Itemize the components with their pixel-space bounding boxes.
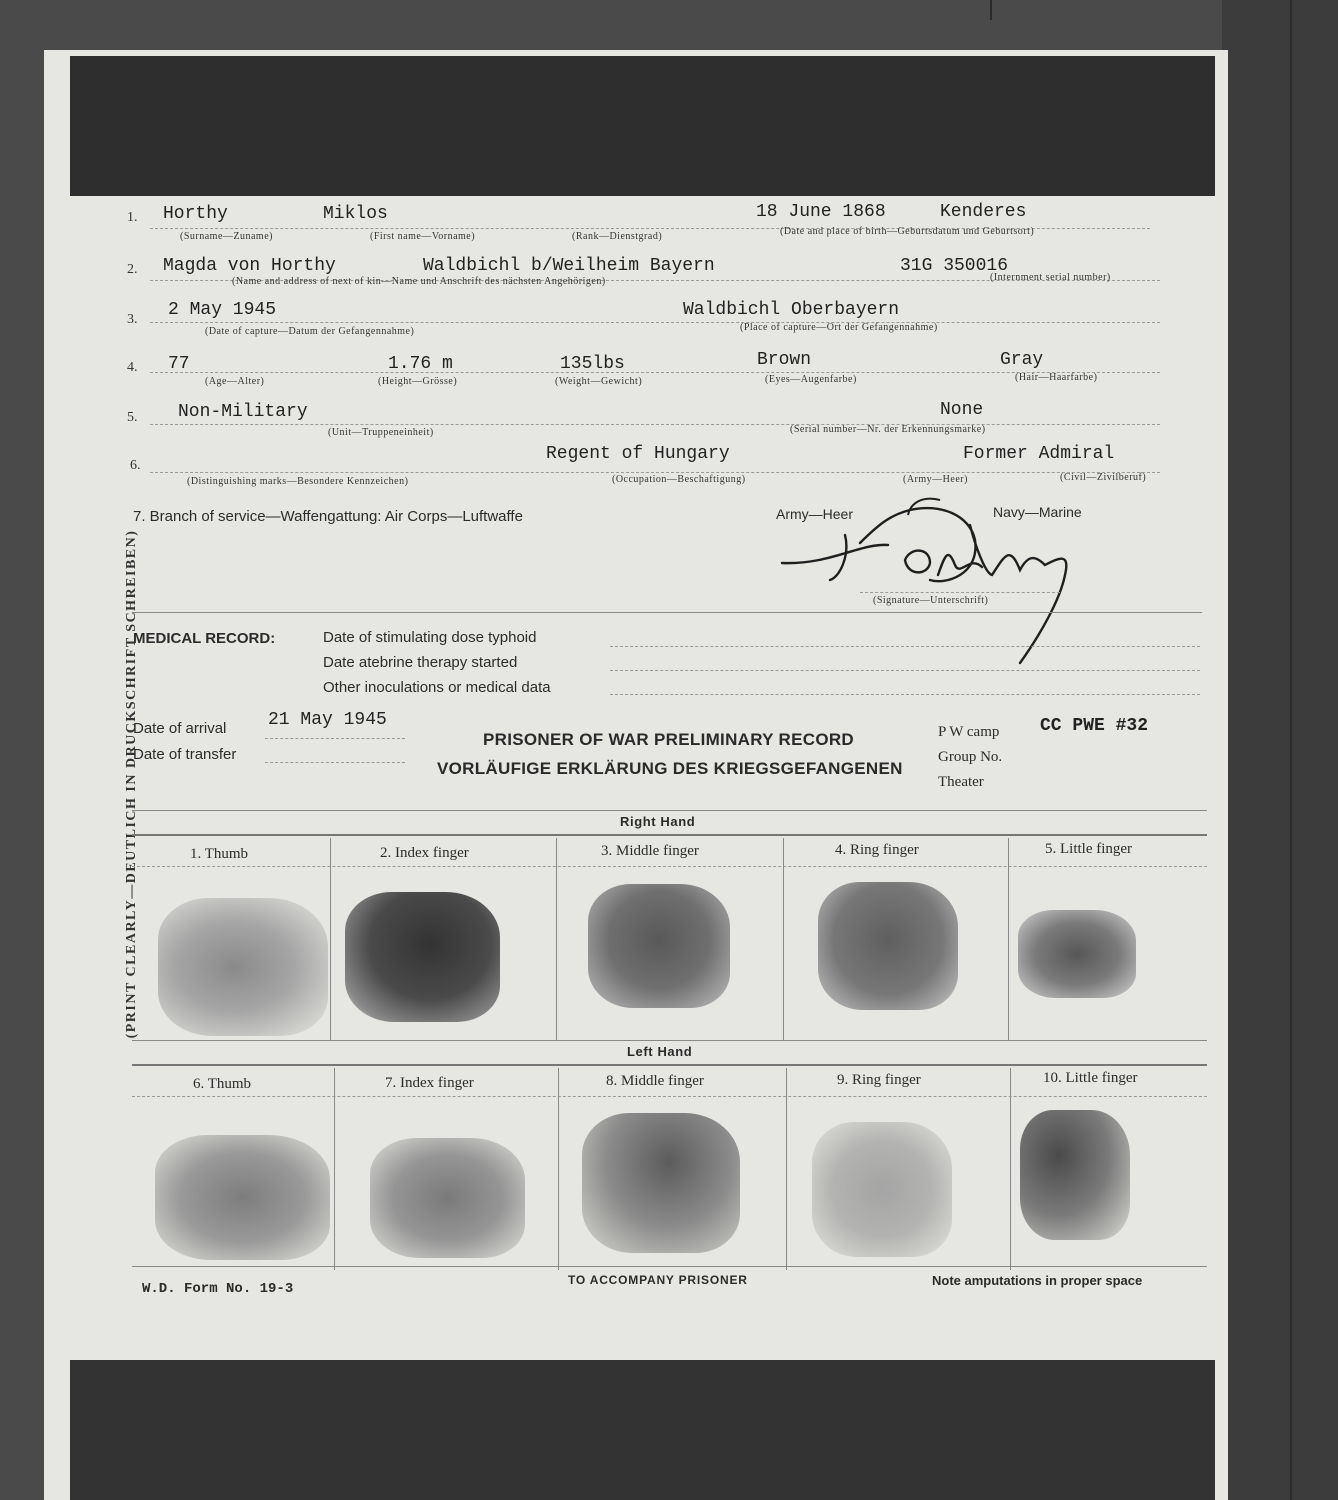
eyes-value: Brown (757, 350, 812, 370)
left-finger-7: 7. Index finger (385, 1075, 474, 1091)
medical-divider (132, 612, 1202, 613)
right-divider-3 (783, 838, 784, 1040)
row-3-number: 3. (127, 312, 138, 327)
date-of-transfer-label: Date of transfer (133, 746, 237, 763)
next-of-kin-caption: (Name and address of next of kin—Name und Anschrift des nächsten Angehörigen) (232, 276, 606, 287)
date-of-arrival-value: 21 May 1945 (268, 710, 387, 730)
right-divider-2 (556, 838, 557, 1040)
arrival-line (265, 738, 405, 739)
transfer-line (265, 762, 405, 763)
weight-caption: (Weight—Gewicht) (555, 376, 643, 387)
birth-place-value: Kenderes (940, 202, 1027, 222)
scan-background-right (1222, 0, 1338, 1500)
bottom-dark-band (70, 1360, 1215, 1500)
army-option: Army—Heer (776, 506, 854, 522)
row-4-number: 4. (127, 360, 138, 375)
hair-caption: (Hair—Haarfarbe) (1015, 372, 1098, 383)
surname-caption: (Surname—Zuname) (180, 231, 273, 242)
internment-serial-value: 31G 350016 (900, 256, 1009, 276)
right-little-print (1018, 910, 1136, 998)
medical-line-3: Other inoculations or medical data (323, 679, 551, 696)
row-1-number: 1. (127, 210, 138, 225)
right-hand-label: Right Hand (620, 814, 696, 829)
serial-number-caption: (Serial number—Nr. der Erkennungsmarke) (790, 424, 986, 435)
grid-bottom-rule (132, 1266, 1207, 1267)
branch-of-service: 7. Branch of service—Waffengattung: Air Corps—Luftwaffe (133, 508, 523, 525)
row-6-line (150, 472, 1160, 473)
capture-place-caption: (Place of capture—Ort der Gefangennahme) (740, 322, 938, 333)
row-4-line (150, 372, 1160, 373)
row-5-line (150, 424, 1160, 425)
civil-caption: (Civil—Zivilberuf) (1060, 472, 1147, 483)
amputations-note: Note amputations in proper space (932, 1273, 1143, 1288)
first-name-value: Miklos (323, 204, 388, 224)
left-hand-caption-rule (132, 1096, 1207, 1097)
right-finger-4: 4. Ring finger (835, 842, 919, 858)
capture-date-caption: (Date of capture—Datum der Gefangennahme) (205, 326, 415, 337)
birth-date-value: 18 June 1868 (756, 202, 886, 222)
right-hand-caption-rule (132, 866, 1207, 867)
accompany-prisoner: TO ACCOMPANY PRISONER (568, 1273, 748, 1287)
theater-label: Theater (938, 774, 984, 790)
height-value: 1.76 m (388, 354, 453, 374)
rank-caption: (Rank—Dienstgrad) (572, 231, 663, 242)
army-caption: (Army—Heer) (903, 474, 968, 485)
age-caption: (Age—Alter) (205, 376, 265, 387)
form-title-english: PRISONER OF WAR PRELIMINARY RECORD (483, 730, 855, 749)
left-divider-2 (558, 1068, 559, 1270)
right-finger-1: 1. Thumb (190, 846, 249, 862)
right-finger-2: 2. Index finger (380, 845, 469, 861)
eyes-caption: (Eyes—Augenfarbe) (765, 374, 857, 385)
row-6-number: 6. (130, 458, 141, 473)
left-divider-4 (1010, 1068, 1011, 1270)
row-5-number: 5. (127, 410, 138, 425)
birth-caption: (Date and place of birth—Geburtsdatum und Geburtsort) (780, 226, 1035, 237)
form-number: W.D. Form No. 19-3 (142, 1281, 294, 1297)
date-of-arrival-label: Date of arrival (133, 720, 227, 737)
right-ring-print (818, 882, 958, 1010)
distinguishing-marks-caption: (Distinguishing marks—Besondere Kennzeichen) (187, 476, 409, 487)
left-hand-header-rule (132, 1064, 1207, 1066)
pw-camp-value: CC PWE #32 (1040, 716, 1149, 736)
scan-background-edge (1290, 0, 1292, 1500)
row-3-line (150, 322, 1160, 323)
medical-line-1-rule (610, 646, 1200, 647)
capture-place-value: Waldbichl Oberbayern (683, 300, 900, 320)
medical-line-1: Date of stimulating dose typhoid (323, 629, 537, 646)
first-name-caption: (First name—Vorname) (370, 231, 476, 242)
right-divider-4 (1008, 838, 1009, 1040)
surname-value: Horthy (163, 204, 228, 224)
height-caption: (Height—Grösse) (378, 376, 458, 387)
signature-line (860, 592, 1060, 593)
internment-serial-caption: (Internment serial number) (990, 272, 1111, 283)
weight-value: 135lbs (560, 354, 625, 374)
left-little-print (1020, 1110, 1130, 1240)
right-middle-print (588, 884, 730, 1008)
next-of-kin-name: Magda von Horthy (163, 256, 336, 276)
row-2-number: 2. (127, 262, 138, 277)
left-ring-print (812, 1122, 952, 1257)
unit-value: Non-Military (178, 402, 308, 422)
pw-camp-label: P W camp (938, 724, 1000, 740)
right-finger-5: 5. Little finger (1045, 841, 1133, 857)
left-finger-10: 10. Little finger (1043, 1070, 1138, 1086)
print-clearly-side-text: (PRINT CLEARLY—DEUTLICH IN DRUCKSCHRIFT SCHREIBEN) (124, 529, 139, 1039)
form-title-german: VORLÄUFIGE ERKLÄRUNG DES KRIEGSGEFANGENEN (437, 759, 903, 778)
age-value: 77 (168, 354, 190, 374)
left-thumb-print (155, 1135, 330, 1260)
left-hand-label: Left Hand (627, 1044, 693, 1059)
right-thumb-print (158, 898, 328, 1036)
group-no-label: Group No. (938, 749, 1003, 765)
medical-record-label: MEDICAL RECORD: (133, 630, 276, 647)
left-finger-8: 8. Middle finger (606, 1073, 704, 1089)
left-divider-1 (334, 1068, 335, 1270)
top-dark-band (70, 56, 1215, 196)
capture-date-value: 2 May 1945 (168, 300, 277, 320)
serial-number-value: None (940, 400, 984, 420)
signature-caption: (Signature—Unterschrift) (873, 595, 989, 606)
next-of-kin-address: Waldbichl b/Weilheim Bayern (423, 256, 715, 276)
scan-background-edge-top (990, 0, 992, 20)
medical-line-2: Date atebrine therapy started (323, 654, 518, 671)
medical-line-3-rule (610, 694, 1200, 695)
civil-occupation-value: Former Admiral (963, 444, 1115, 464)
left-divider-3 (786, 1068, 787, 1270)
right-divider-1 (330, 838, 331, 1040)
right-finger-3: 3. Middle finger (601, 843, 699, 859)
navy-option: Navy—Marine (993, 504, 1082, 520)
right-index-print (345, 892, 500, 1022)
right-hand-top-rule (132, 810, 1207, 811)
occupation-caption: (Occupation—Beschaftigung) (612, 474, 746, 485)
medical-line-2-rule (610, 670, 1200, 671)
hair-value: Gray (1000, 350, 1044, 370)
left-finger-6: 6. Thumb (193, 1076, 252, 1092)
right-hand-header-rule (132, 834, 1207, 836)
left-finger-9: 9. Ring finger (837, 1072, 921, 1088)
left-middle-print (582, 1113, 740, 1253)
unit-caption: (Unit—Truppeneinheit) (328, 427, 434, 438)
left-index-print (370, 1138, 525, 1258)
occupation-value: Regent of Hungary (546, 444, 730, 464)
left-hand-top-rule (132, 1040, 1207, 1041)
